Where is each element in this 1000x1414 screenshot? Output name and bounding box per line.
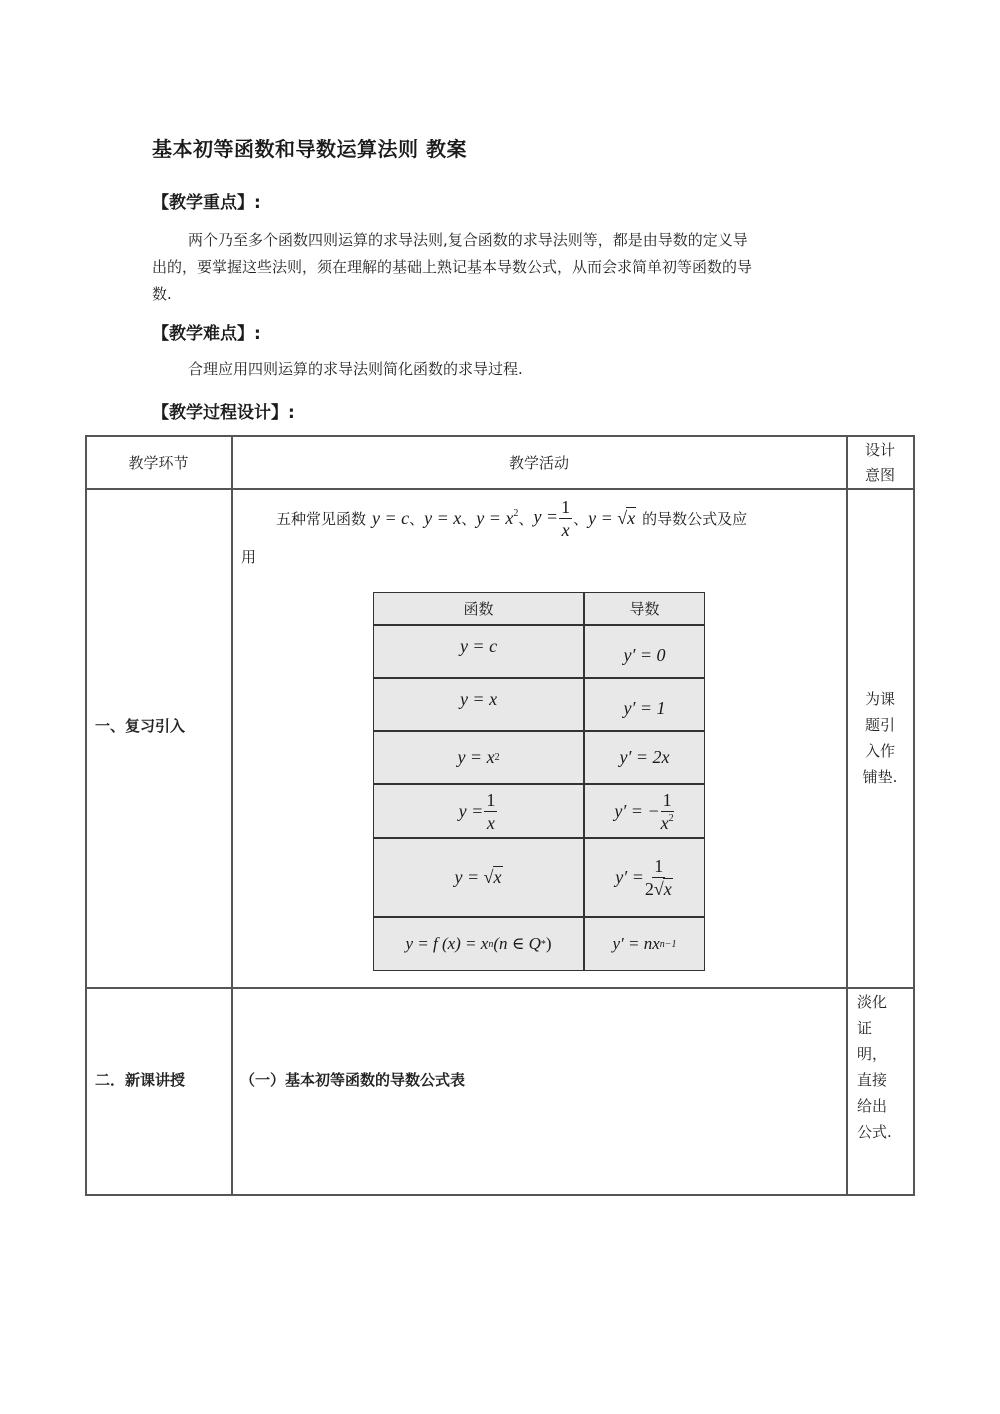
formula-deriv-constant: y′ = 0 [623, 644, 666, 665]
formula-func-reciprocal [374, 785, 583, 837]
func-reciprocal-den: x [486, 812, 495, 833]
deriv-reciprocal-den-base: x [660, 812, 669, 833]
formula-reciprocal-num: 1 [561, 496, 571, 517]
header-activity: 教学活动 [508, 454, 569, 472]
intent-review-line: 题引 [864, 716, 895, 734]
func-square-exp: 2 [494, 752, 500, 763]
key-points-line-2: 出的，要掌握这些法则，须在理解的基础上熟记基本导数公式，从而会求简单初等函数的导 [152, 258, 753, 276]
formula-deriv-power [585, 918, 704, 970]
intent-new-lesson-line: 明， [857, 1045, 888, 1063]
func-square-base: y = x [457, 747, 495, 767]
intent-new-lesson-line: 公式. [857, 1123, 892, 1141]
formula-deriv-square: y′ = 2x [619, 747, 670, 767]
deriv-sqrt-lhs: y′ = [615, 867, 644, 887]
intent-review-line: 铺垫. [862, 768, 898, 786]
intent-new-lesson-line: 直接 [857, 1071, 888, 1089]
intent-new-lesson-line: 给出 [857, 1097, 888, 1115]
intent-new-lesson-line: 淡化 [857, 993, 888, 1011]
formula-identity: y = x [424, 507, 462, 528]
table-divider [231, 435, 233, 1196]
deriv-power-base: y′ = nx [612, 934, 660, 953]
func-reciprocal-num: 1 [486, 789, 496, 810]
key-points-line-1: 两个乃至多个函数四则运算的求导法则,复合函数的求导法则等，都是由导数的定义导 [188, 231, 748, 249]
func-power-a: y = f (x) = x [405, 934, 489, 953]
deriv-sqrt-den-coef: 2 [644, 879, 654, 899]
deriv-sqrt-num: 1 [654, 856, 664, 876]
formula-sqrt-radicand: x [627, 507, 636, 528]
intro-prefix: 五种常见函数 [276, 509, 367, 528]
page-title: 基本初等函数和导数运算法则 教案 [152, 137, 467, 161]
intent-review-line: 入作 [864, 742, 895, 760]
formula-sqrt-lhs: y = [588, 507, 613, 528]
formula-deriv-identity: y′ = 1 [623, 697, 666, 718]
difficulties-text: 合理应用四则运算的求导法则简化函数的求导过程. [188, 360, 523, 378]
deriv-reciprocal-den-exp: 2 [668, 812, 674, 824]
intro-suffix: 的导数公式及应 [642, 509, 748, 528]
func-sqrt-lhs: y = [454, 867, 480, 887]
deriv-power-exp: n−1 [659, 938, 677, 950]
header-stage: 教学环节 [128, 454, 189, 472]
formula-func-constant: y = c [459, 635, 498, 656]
formula-header-function: 函数 [463, 600, 494, 618]
formula-sqrt: y = √x [588, 507, 636, 528]
table-divider [846, 435, 848, 1196]
separator: 、 [461, 509, 477, 528]
deriv-reciprocal-num: 1 [662, 789, 672, 810]
func-power-star: * [540, 938, 546, 950]
table-border-left [85, 435, 87, 1196]
stage-review: 一、复习引入 [95, 717, 186, 735]
stage-new-lesson: 二．新课讲授 [95, 1071, 186, 1089]
table-border-bottom [85, 1194, 914, 1196]
func-power-b: (n ∈ Q [493, 934, 541, 953]
intent-new-lesson-line: 证 [857, 1019, 873, 1037]
intro-wrap: 用 [241, 548, 257, 566]
func-reciprocal-lhs: y = [458, 800, 484, 821]
difficulties-heading: 【教学难点】: [152, 324, 261, 344]
formula-deriv-reciprocal [585, 785, 704, 837]
formula-func-power [374, 918, 583, 970]
activity-intro [276, 496, 747, 540]
table-border-right [913, 435, 915, 1196]
formula-square [476, 508, 518, 529]
formula-reciprocal [533, 498, 573, 539]
key-points-heading: 【教学重点】: [152, 193, 261, 213]
formula-square-base: y = x [476, 507, 514, 528]
table-border-top [85, 435, 914, 437]
formula-square-exp: 2 [513, 507, 519, 519]
process-heading: 【教学过程设计】: [152, 403, 295, 423]
formula-reciprocal-lhs: y = [533, 506, 559, 527]
separator: 、 [518, 509, 534, 528]
intent-new-lesson [857, 989, 892, 1145]
formula-func-identity: y = x [459, 688, 498, 709]
separator: 、 [573, 509, 589, 528]
formula-deriv-sqrt: y′ = $\frac{1}{2√x}$ [615, 856, 672, 899]
intent-review-line: 为课 [864, 690, 895, 708]
table-divider [85, 488, 914, 490]
header-intent-line-1: 设计 [864, 441, 895, 459]
func-sqrt-radicand: x [493, 867, 502, 887]
deriv-reciprocal-lhs: y′ = − [614, 800, 660, 821]
func-power-exp: n [488, 938, 494, 950]
func-power-c: ) [545, 934, 552, 953]
deriv-sqrt-den-radicand: x [663, 879, 672, 899]
intent-review [847, 686, 913, 790]
formula-constant: y = c [372, 507, 410, 528]
formula-table [373, 592, 705, 971]
separator: 、 [409, 509, 425, 528]
formula-func-sqrt: y = √x [454, 867, 502, 887]
activity-formula-table-heading: （一）基本初等函数的导数公式表 [240, 1071, 466, 1089]
key-points-line-3: 数. [152, 285, 172, 303]
formula-func-square [374, 732, 583, 783]
formula-header-derivative: 导数 [629, 600, 660, 618]
table-divider [85, 987, 914, 989]
header-intent-line-2: 意图 [864, 466, 895, 484]
formula-reciprocal-den: x [561, 519, 570, 540]
